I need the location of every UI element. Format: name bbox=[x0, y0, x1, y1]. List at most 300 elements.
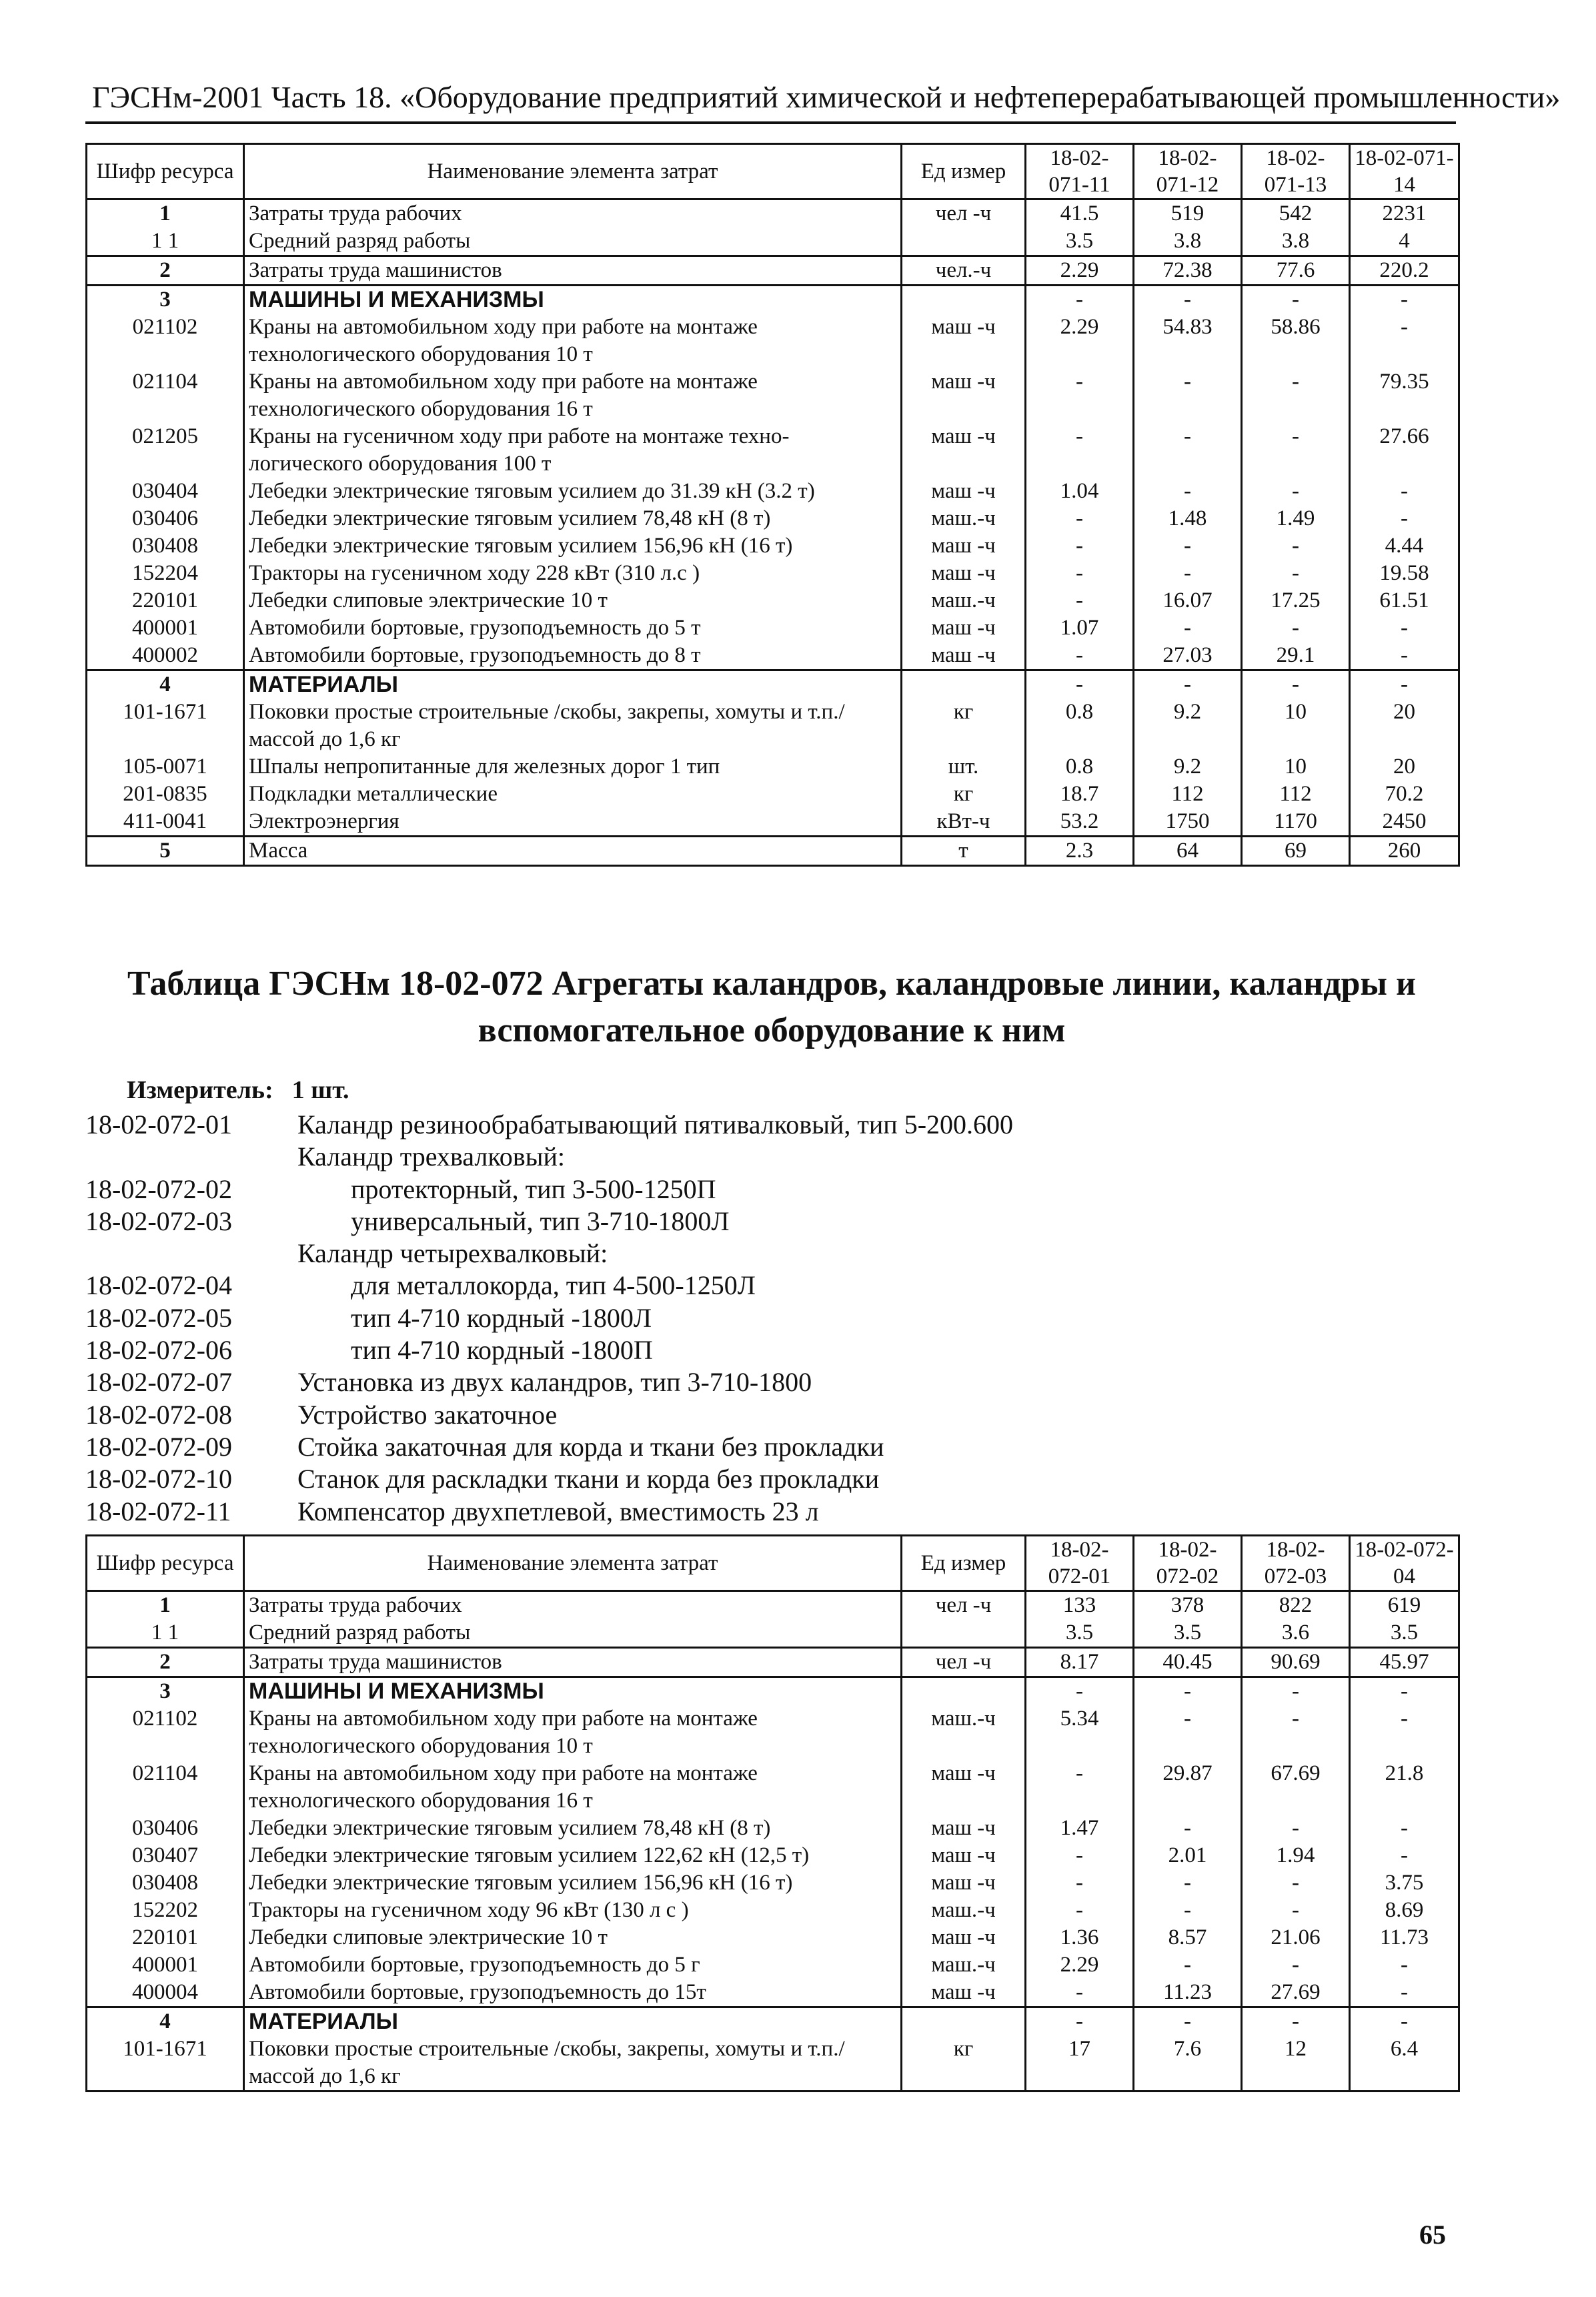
value-cell: 619 bbox=[1350, 1591, 1459, 1620]
resource-name: Лебедки слиповые электрические 10 т bbox=[244, 1924, 902, 1951]
value-cell: 5.34 bbox=[1026, 1705, 1134, 1760]
unit-cell bbox=[902, 1619, 1026, 1648]
value-cell: - bbox=[1350, 642, 1459, 670]
unit-cell: маш -ч bbox=[902, 642, 1026, 670]
unit-cell: чел -ч bbox=[902, 199, 1026, 228]
value-cell: 1750 bbox=[1134, 808, 1242, 837]
value-cell: 3.5 bbox=[1026, 1619, 1134, 1648]
norm-code: 18-02-072-04 bbox=[85, 1270, 232, 1301]
resource-name: Краны на автомобильном ходу при работе на монтаже технологического оборудования 10 т bbox=[244, 1705, 902, 1760]
value-cell: - bbox=[1242, 2007, 1350, 2036]
value-cell: 1.47 bbox=[1026, 1815, 1134, 1842]
value-cell: - bbox=[1242, 614, 1350, 642]
resource-code: 201-0835 bbox=[87, 781, 244, 808]
value-cell: - bbox=[1134, 1705, 1242, 1760]
measure-label: Измеритель: bbox=[127, 1076, 273, 1104]
value-cell: 70.2 bbox=[1350, 781, 1459, 808]
resource-name: Шпалы непропитанные для железных дорог 1 тип bbox=[244, 753, 902, 781]
value-cell: - bbox=[1242, 368, 1350, 423]
page-number: 65 bbox=[1419, 2220, 1446, 2250]
resource-name: Затраты труда машинистов bbox=[244, 256, 902, 286]
value-cell: 1.48 bbox=[1134, 505, 1242, 532]
value-cell: 8.17 bbox=[1026, 1648, 1134, 1677]
value-cell: - bbox=[1134, 560, 1242, 587]
value-cell: 20 bbox=[1350, 699, 1459, 753]
resource-table-072 bbox=[85, 1534, 1460, 2092]
value-cell: 17.25 bbox=[1242, 587, 1350, 614]
value-cell: 8.57 bbox=[1134, 1924, 1242, 1951]
norm-description: Станок для раскладки ткани и корда без прокладки bbox=[297, 1464, 880, 1494]
value-cell: 54.83 bbox=[1134, 314, 1242, 368]
norm-description: Установка из двух каландров, тип 3-710-1800 bbox=[297, 1367, 812, 1398]
table-row bbox=[87, 560, 1459, 587]
value-cell: 1.94 bbox=[1242, 1842, 1350, 1869]
resource-code: 030404 bbox=[87, 478, 244, 505]
value-cell: - bbox=[1242, 532, 1350, 560]
resource-code: 400001 bbox=[87, 1951, 244, 1979]
resource-name: Краны на автомобильном ходу при работе на монтаже технологического оборудования 16 т bbox=[244, 368, 902, 423]
resource-code: 3 bbox=[87, 1677, 244, 1706]
unit-cell: маш -ч bbox=[902, 532, 1026, 560]
unit-cell bbox=[902, 227, 1026, 256]
table-row bbox=[87, 423, 1459, 478]
value-cell: 2.01 bbox=[1134, 1842, 1242, 1869]
value-cell: 112 bbox=[1242, 781, 1350, 808]
resource-code: 021104 bbox=[87, 1760, 244, 1815]
value-cell: 4.44 bbox=[1350, 532, 1459, 560]
table-row bbox=[87, 532, 1459, 560]
value-cell: 11.23 bbox=[1134, 1979, 1242, 2007]
value-cell: 27.66 bbox=[1350, 423, 1459, 478]
resource-name: Краны на гусеничном ходу при работе на монтаже техно-логического оборудования 100 т bbox=[244, 423, 902, 478]
col-header-norm-3: 18-02-071-13 bbox=[1242, 144, 1350, 199]
table-row bbox=[87, 1619, 1459, 1648]
value-cell: - bbox=[1026, 1760, 1134, 1815]
value-cell: 19.58 bbox=[1350, 560, 1459, 587]
resource-table-071 bbox=[85, 143, 1460, 867]
value-cell: - bbox=[1134, 1815, 1242, 1842]
value-cell: - bbox=[1242, 1897, 1350, 1924]
value-cell: 3.5 bbox=[1026, 227, 1134, 256]
table-row bbox=[87, 1591, 1459, 1620]
table-row bbox=[87, 1924, 1459, 1951]
value-cell: 260 bbox=[1350, 837, 1459, 866]
col-header-norm-2: 18-02-072-02 bbox=[1134, 1536, 1242, 1591]
unit-cell: чел -ч bbox=[902, 1648, 1026, 1677]
norm-description: Стойка закаточная для корда и ткани без прокладки bbox=[297, 1431, 884, 1462]
value-cell: - bbox=[1026, 2007, 1134, 2036]
table-header-row bbox=[87, 144, 1459, 199]
table-row bbox=[87, 642, 1459, 670]
value-cell: 67.69 bbox=[1242, 1760, 1350, 1815]
unit-cell: чел -ч bbox=[902, 1591, 1026, 1620]
resource-name: Автомобили бортовые, грузоподъемность до 8 т bbox=[244, 642, 902, 670]
unit-cell: шт. bbox=[902, 753, 1026, 781]
resource-code: 1 1 bbox=[87, 227, 244, 256]
resource-name: Лебедки электрические тяговым усилием до 31.39 кН (3.2 т) bbox=[244, 478, 902, 505]
value-cell: - bbox=[1026, 505, 1134, 532]
col-header-code: Шифр ресурса bbox=[87, 144, 244, 199]
value-cell: - bbox=[1350, 478, 1459, 505]
table-row bbox=[87, 753, 1459, 781]
resource-code: 030407 bbox=[87, 1842, 244, 1869]
value-cell: - bbox=[1242, 560, 1350, 587]
value-cell: 27.03 bbox=[1134, 642, 1242, 670]
measure-line bbox=[127, 1075, 368, 1105]
value-cell: 112 bbox=[1134, 781, 1242, 808]
resource-name: Электроэнергия bbox=[244, 808, 902, 837]
value-cell: 64 bbox=[1134, 837, 1242, 866]
table-row bbox=[87, 1705, 1459, 1760]
unit-cell: кг bbox=[902, 781, 1026, 808]
unit-cell: маш.-ч bbox=[902, 505, 1026, 532]
section-row bbox=[87, 1677, 1459, 1706]
value-cell: 0.8 bbox=[1026, 699, 1134, 753]
resource-name: МАШИНЫ И МЕХАНИЗМЫ bbox=[244, 1677, 902, 1706]
value-cell: 9.2 bbox=[1134, 753, 1242, 781]
value-cell: 21.8 bbox=[1350, 1760, 1459, 1815]
resource-name: Тракторы на гусеничном ходу 96 кВт (130 л с ) bbox=[244, 1897, 902, 1924]
table-row bbox=[87, 256, 1459, 286]
resource-code: 152204 bbox=[87, 560, 244, 587]
value-cell: 72.38 bbox=[1134, 256, 1242, 286]
value-cell: - bbox=[1134, 532, 1242, 560]
norm-description: универсальный, тип 3-710-1800Л bbox=[351, 1206, 730, 1236]
section-row bbox=[87, 2007, 1459, 2036]
section-row bbox=[87, 670, 1459, 699]
value-cell: 11.73 bbox=[1350, 1924, 1459, 1951]
value-cell: 17 bbox=[1026, 2035, 1134, 2092]
value-cell: 45.97 bbox=[1350, 1648, 1459, 1677]
value-cell: 58.86 bbox=[1242, 314, 1350, 368]
table-row bbox=[87, 1760, 1459, 1815]
value-cell: 1.49 bbox=[1242, 505, 1350, 532]
value-cell: 3.8 bbox=[1242, 227, 1350, 256]
table-row bbox=[87, 1648, 1459, 1677]
value-cell: - bbox=[1026, 1869, 1134, 1897]
value-cell: 2.29 bbox=[1026, 314, 1134, 368]
resource-code: 021102 bbox=[87, 1705, 244, 1760]
value-cell: - bbox=[1242, 423, 1350, 478]
resource-code: 400004 bbox=[87, 1979, 244, 2007]
resource-code: 101-1671 bbox=[87, 699, 244, 753]
resource-name: Лебедки электрические тяговым усилием 156,96 кН (16 т) bbox=[244, 1869, 902, 1897]
value-cell: 7.6 bbox=[1134, 2035, 1242, 2092]
value-cell: - bbox=[1134, 1869, 1242, 1897]
value-cell: - bbox=[1026, 1897, 1134, 1924]
value-cell: 378 bbox=[1134, 1591, 1242, 1620]
value-cell: 4 bbox=[1350, 227, 1459, 256]
resource-name: Поковки простые строительные /скобы, закрепы, хомуты и т.п./ массой до 1,6 кг bbox=[244, 2035, 902, 2092]
resource-name: Автомобили бортовые, грузоподъемность до 15т bbox=[244, 1979, 902, 2007]
value-cell: - bbox=[1350, 314, 1459, 368]
value-cell: - bbox=[1134, 614, 1242, 642]
value-cell: 6.4 bbox=[1350, 2035, 1459, 2092]
value-cell: - bbox=[1350, 1705, 1459, 1760]
value-cell: - bbox=[1242, 670, 1350, 699]
resource-name: Лебедки электрические тяговым усилием 122,62 кН (12,5 т) bbox=[244, 1842, 902, 1869]
table-body bbox=[87, 199, 1459, 866]
value-cell: 133 bbox=[1026, 1591, 1134, 1620]
resource-code: 4 bbox=[87, 2007, 244, 2036]
unit-cell: маш.-ч bbox=[902, 1951, 1026, 1979]
value-cell: - bbox=[1134, 1951, 1242, 1979]
value-cell: 2.29 bbox=[1026, 1951, 1134, 1979]
value-cell: 29.1 bbox=[1242, 642, 1350, 670]
resource-name: Затраты труда рабочих bbox=[244, 199, 902, 228]
value-cell: 53.2 bbox=[1026, 808, 1134, 837]
value-cell: - bbox=[1350, 1951, 1459, 1979]
value-cell: 79.35 bbox=[1350, 368, 1459, 423]
value-cell: - bbox=[1350, 1842, 1459, 1869]
value-cell: - bbox=[1350, 286, 1459, 314]
table-row bbox=[87, 2035, 1459, 2092]
value-cell: 3.5 bbox=[1134, 1619, 1242, 1648]
resource-code: 411-0041 bbox=[87, 808, 244, 837]
value-cell: - bbox=[1134, 423, 1242, 478]
resource-name: Автомобили бортовые, грузоподъемность до 5 г bbox=[244, 1951, 902, 1979]
value-cell: - bbox=[1350, 1677, 1459, 1706]
norm-description: Устройство закаточное bbox=[297, 1399, 558, 1430]
resource-name: Лебедки слиповые электрические 10 т bbox=[244, 587, 902, 614]
value-cell: - bbox=[1026, 560, 1134, 587]
resource-code: 021102 bbox=[87, 314, 244, 368]
table-row bbox=[87, 699, 1459, 753]
section-row bbox=[87, 286, 1459, 314]
norm-code: 18-02-072-02 bbox=[85, 1174, 232, 1204]
unit-cell: кВт-ч bbox=[902, 808, 1026, 837]
resource-code: 4 bbox=[87, 670, 244, 699]
value-cell: 29.87 bbox=[1134, 1760, 1242, 1815]
resource-code: 1 bbox=[87, 1591, 244, 1620]
measure-value: 1 шт. bbox=[291, 1076, 349, 1104]
resource-name: Лебедки электрические тяговым усилием 78,48 кН (8 т) bbox=[244, 505, 902, 532]
value-cell: - bbox=[1026, 587, 1134, 614]
resource-name: МАТЕРИАЛЫ bbox=[244, 670, 902, 699]
resource-name: Масса bbox=[244, 837, 902, 866]
value-cell: 9.2 bbox=[1134, 699, 1242, 753]
value-cell: 40.45 bbox=[1134, 1648, 1242, 1677]
value-cell: 12 bbox=[1242, 2035, 1350, 2092]
value-cell: 41.5 bbox=[1026, 199, 1134, 228]
value-cell: - bbox=[1134, 1677, 1242, 1706]
value-cell: 18.7 bbox=[1026, 781, 1134, 808]
value-cell: - bbox=[1350, 1979, 1459, 2007]
value-cell: 220.2 bbox=[1350, 256, 1459, 286]
unit-cell bbox=[902, 2007, 1026, 2036]
value-cell: 27.69 bbox=[1242, 1979, 1350, 2007]
unit-cell bbox=[902, 286, 1026, 314]
table-row bbox=[87, 1842, 1459, 1869]
unit-cell: маш -ч bbox=[902, 1979, 1026, 2007]
value-cell: - bbox=[1026, 1842, 1134, 1869]
norm-code: 18-02-072-05 bbox=[85, 1302, 232, 1333]
resource-code: 101-1671 bbox=[87, 2035, 244, 2092]
value-cell: 20 bbox=[1350, 753, 1459, 781]
unit-cell: маш -ч bbox=[902, 1842, 1026, 1869]
value-cell: - bbox=[1242, 478, 1350, 505]
resource-code: 030406 bbox=[87, 505, 244, 532]
value-cell: 822 bbox=[1242, 1591, 1350, 1620]
value-cell: - bbox=[1242, 1951, 1350, 1979]
table-body bbox=[87, 1591, 1459, 2092]
value-cell: - bbox=[1350, 1815, 1459, 1842]
table-row bbox=[87, 1979, 1459, 2007]
value-cell: 1170 bbox=[1242, 808, 1350, 837]
table-row bbox=[87, 837, 1459, 866]
table-row bbox=[87, 1869, 1459, 1897]
resource-name: Краны на автомобильном ходу при работе на монтаже технологического оборудования 16 т bbox=[244, 1760, 902, 1815]
table-row bbox=[87, 314, 1459, 368]
value-cell: - bbox=[1134, 368, 1242, 423]
norm-code: 18-02-072-08 bbox=[85, 1399, 232, 1430]
unit-cell: чел.-ч bbox=[902, 256, 1026, 286]
resource-code: 2 bbox=[87, 1648, 244, 1677]
resource-code: 2 bbox=[87, 256, 244, 286]
value-cell: - bbox=[1134, 670, 1242, 699]
table-title: Таблица ГЭСНм 18-02-072 Агрегаты каландров, каландровые линии, каландры и вспомогательное оборудование к ним bbox=[127, 965, 1416, 1049]
value-cell: 1.36 bbox=[1026, 1924, 1134, 1951]
resource-code: 5 bbox=[87, 837, 244, 866]
resource-name: Лебедки электрические тяговым усилием 78,48 кН (8 т) bbox=[244, 1815, 902, 1842]
value-cell: 77.6 bbox=[1242, 256, 1350, 286]
resource-name: Средний разряд работы bbox=[244, 1619, 902, 1648]
col-header-unit: Ед измер bbox=[902, 1536, 1026, 1591]
unit-cell: маш -ч bbox=[902, 1924, 1026, 1951]
table-row bbox=[87, 478, 1459, 505]
table-row bbox=[87, 1815, 1459, 1842]
resource-name: Автомобили бортовые, грузоподъемность до 5 т bbox=[244, 614, 902, 642]
col-header-code: Шифр ресурса bbox=[87, 1536, 244, 1591]
value-cell: - bbox=[1026, 286, 1134, 314]
value-cell: 2.3 bbox=[1026, 837, 1134, 866]
col-header-norm-4: 18-02-072-04 bbox=[1350, 1536, 1459, 1591]
value-cell: 10 bbox=[1242, 753, 1350, 781]
resource-name: МАТЕРИАЛЫ bbox=[244, 2007, 902, 2036]
norm-code: 18-02-072-07 bbox=[85, 1367, 232, 1398]
norm-code: 18-02-072-11 bbox=[85, 1496, 231, 1526]
value-cell: - bbox=[1026, 532, 1134, 560]
value-cell: - bbox=[1242, 286, 1350, 314]
value-cell: - bbox=[1350, 2007, 1459, 2036]
col-header-norm-3: 18-02-072-03 bbox=[1242, 1536, 1350, 1591]
value-cell: - bbox=[1350, 505, 1459, 532]
unit-cell: т bbox=[902, 837, 1026, 866]
resource-code: 400001 bbox=[87, 614, 244, 642]
norm-code: 18-02-072-10 bbox=[85, 1464, 232, 1494]
value-cell: - bbox=[1026, 1979, 1134, 2007]
table-row bbox=[87, 1951, 1459, 1979]
table-row bbox=[87, 199, 1459, 228]
unit-cell: кг bbox=[902, 699, 1026, 753]
table-row bbox=[87, 614, 1459, 642]
value-cell: 2.29 bbox=[1026, 256, 1134, 286]
value-cell: 2450 bbox=[1350, 808, 1459, 837]
norm-description: Каландр резинообрабатывающий пятивалковый, тип 5-200.600 bbox=[297, 1109, 1014, 1139]
table-row bbox=[87, 1897, 1459, 1924]
value-cell: 16.07 bbox=[1134, 587, 1242, 614]
norm-code: 18-02-072-09 bbox=[85, 1431, 232, 1462]
resource-code: 152202 bbox=[87, 1897, 244, 1924]
value-cell: 1.04 bbox=[1026, 478, 1134, 505]
unit-cell: маш -ч bbox=[902, 1869, 1026, 1897]
resource-code: 021205 bbox=[87, 423, 244, 478]
resource-name: Лебедки электрические тяговым усилием 156,96 кН (16 т) bbox=[244, 532, 902, 560]
norm-description: Компенсатор двухпетлевой, вместимость 23 л bbox=[297, 1496, 819, 1526]
resource-name: МАШИНЫ И МЕХАНИЗМЫ bbox=[244, 286, 902, 314]
table-row bbox=[87, 227, 1459, 256]
value-cell: - bbox=[1026, 423, 1134, 478]
col-header-name: Наименование элемента затрат bbox=[244, 144, 902, 199]
resource-name: Подкладки металлические bbox=[244, 781, 902, 808]
resource-name: Затраты труда рабочих bbox=[244, 1591, 902, 1620]
value-cell: - bbox=[1134, 478, 1242, 505]
value-cell: 2231 bbox=[1350, 199, 1459, 228]
value-cell: 519 bbox=[1134, 199, 1242, 228]
col-header-norm-2: 18-02-071-12 bbox=[1134, 144, 1242, 199]
value-cell: - bbox=[1242, 1677, 1350, 1706]
norm-code: 18-02-072-01 bbox=[85, 1109, 232, 1139]
value-cell: - bbox=[1242, 1869, 1350, 1897]
value-cell: - bbox=[1242, 1815, 1350, 1842]
value-cell: 1.07 bbox=[1026, 614, 1134, 642]
norm-code: 18-02-072-03 bbox=[85, 1206, 232, 1236]
resource-code: 3 bbox=[87, 286, 244, 314]
unit-cell: маш -ч bbox=[902, 478, 1026, 505]
unit-cell bbox=[902, 670, 1026, 699]
value-cell: 3.8 bbox=[1134, 227, 1242, 256]
norm-description: протекторный, тип 3-500-1250П bbox=[351, 1174, 716, 1204]
unit-cell: маш.-ч bbox=[902, 1897, 1026, 1924]
unit-cell: маш.-ч bbox=[902, 1705, 1026, 1760]
value-cell: - bbox=[1026, 1677, 1134, 1706]
table-row bbox=[87, 505, 1459, 532]
resource-code: 400002 bbox=[87, 642, 244, 670]
col-header-norm-1: 18-02-072-01 bbox=[1026, 1536, 1134, 1591]
resource-name: Краны на автомобильном ходу при работе на монтаже технологического оборудования 10 т bbox=[244, 314, 902, 368]
value-cell: - bbox=[1350, 670, 1459, 699]
resource-code: 220101 bbox=[87, 1924, 244, 1951]
resource-code: 030408 bbox=[87, 1869, 244, 1897]
unit-cell bbox=[902, 1677, 1026, 1706]
col-header-unit: Ед измер bbox=[902, 144, 1026, 199]
resource-name: Затраты труда машинистов bbox=[244, 1648, 902, 1677]
value-cell: - bbox=[1026, 670, 1134, 699]
resource-code: 030406 bbox=[87, 1815, 244, 1842]
header-rule bbox=[85, 121, 1456, 124]
norm-description: Каландр четырехвалковый: bbox=[297, 1238, 608, 1269]
unit-cell: маш -ч bbox=[902, 1815, 1026, 1842]
value-cell: 21.06 bbox=[1242, 1924, 1350, 1951]
unit-cell: кг bbox=[902, 2035, 1026, 2092]
value-cell: - bbox=[1026, 642, 1134, 670]
resource-name: Средний разряд работы bbox=[244, 227, 902, 256]
norm-code: 18-02-072-06 bbox=[85, 1335, 232, 1366]
value-cell: - bbox=[1134, 1897, 1242, 1924]
norm-description: для металлокорда, тип 4-500-1250Л bbox=[351, 1270, 756, 1301]
col-header-norm-1: 18-02-071-11 bbox=[1026, 144, 1134, 199]
norm-description: тип 4-710 кордный -1800Л bbox=[351, 1302, 652, 1333]
value-cell: 3.75 bbox=[1350, 1869, 1459, 1897]
resource-code: 220101 bbox=[87, 587, 244, 614]
table-row bbox=[87, 368, 1459, 423]
value-cell: 3.5 bbox=[1350, 1619, 1459, 1648]
unit-cell: маш -ч bbox=[902, 560, 1026, 587]
value-cell: 10 bbox=[1242, 699, 1350, 753]
table-row bbox=[87, 587, 1459, 614]
value-cell: 8.69 bbox=[1350, 1897, 1459, 1924]
resource-code: 021104 bbox=[87, 368, 244, 423]
